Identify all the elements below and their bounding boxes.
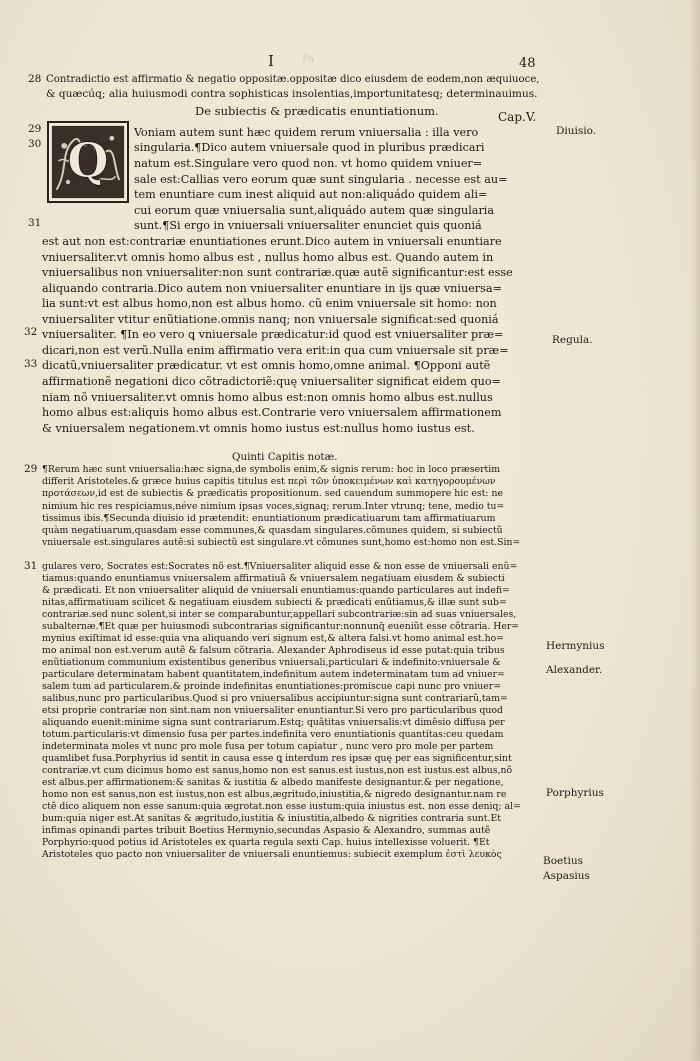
main-text-line: aliquando contraria.Dico autem non vniuersaliter enuntiare in ijs quæ vniuersa= <box>42 282 502 295</box>
note-line: ctẽ dico aliquem non esse sanum:quia ægrotat.non esse iustum:quia iniustus est. non esse deniq; al= <box>42 801 521 812</box>
page-edge-shadow <box>690 0 700 1061</box>
margin-note-porphyrius: Porphyrius <box>546 787 604 799</box>
line-number: 33 <box>24 358 38 370</box>
note-line: particulare determinatam habent quantitatem,indefinitum autem indeterminatam tum ad vniuer= <box>42 669 505 680</box>
line-number: 28 <box>28 73 42 85</box>
note-line: ¶Rerum hæc sunt vniuersalia:hæc signa,de symbolis enim,& signis rerum: hoc in loco præsertim <box>42 464 501 475</box>
main-text-line: est aut non est:contrariæ enuntiationes erunt.Dico autem in vniuersali enuntiare <box>42 235 502 248</box>
main-text-line: vniuersaliter.vt omnis homo albus est , nullus homo albus est. Quando autem in <box>42 251 494 264</box>
note-line: quàm negatiuarum,quasdam esse communes,& quasdam singulares.cõmunes quidem, si subiectũ <box>42 525 503 536</box>
note-line: tissimus ibis.¶Secunda diuisio id prætendit: enuntiationum prædicatiuarum tam affirmatiuarum <box>42 513 496 524</box>
main-text-line: singularia.¶Dico autem vniuersale quod in pluribus prædicari <box>134 141 485 154</box>
note-line: mo animal non est.verum autẽ & falsum cõtraria. Alexander Aphrodiseus id esse putat:quia tribus <box>42 645 505 656</box>
main-text-line: homo albus est:aliquis homo albus est.Contrarie vero vniuersalem affirmationem <box>42 406 502 419</box>
note-line: enũtiationum communium existentibus generibus vniuersali,particulari & indefinito:vniuersale & <box>42 657 501 668</box>
note-line: & prædicati. Et non vniuersaliter aliquid de vniuersali enuntiamus:quando particulares aut indefi= <box>42 585 510 596</box>
margin-note-regula: Regula. <box>552 334 593 346</box>
main-text-line: lia sunt:vt est albus homo,non est albus homo. cũ enim vniuersale sit homo: non <box>42 297 497 310</box>
main-text-line: natum est.Singulare vero quod non. vt homo quidem vniuer= <box>134 157 483 170</box>
line-number: 31 <box>24 560 38 572</box>
main-text-line: dicari,non est verũ.Nulla enim affirmatio vera erit:in qua cum vniuersale sit præ= <box>42 344 509 357</box>
line-number: 30 <box>28 138 42 150</box>
decorated-initial-q <box>47 121 129 203</box>
main-text-line: affirmationẽ negationi dico cõtradictoriẽ:quę vniuersaliter significat eidem quo= <box>42 375 501 388</box>
note-line: subalternæ.¶Et quæ per huiusmodi subcontrarias significantur:nonnunq̃ eueniũt esse cõtraria. Her= <box>42 621 520 632</box>
note-line: indeterminata moles vt nunc pro mole fusa per totum capiatur , nunc vero pro mole per partem <box>42 741 494 752</box>
note-line: aliquando euenit:minime signa sunt contrariarum.Estq; quãtitas vniuersalis:vt dimẽsio diffusa per <box>42 717 505 728</box>
note-line: salibus,nunc pro particularibus.Quod si pro vniuersalibus accipiuntur:signa sunt contrariarũ,tam= <box>42 693 508 704</box>
note-line: nimium hic res respiciamus,néve nimium ipsas voces,signaq; rerum.Inter vtrunq; tene, medio tu= <box>42 501 505 512</box>
main-text-line: niam nõ vniuersaliter.vt omnis homo albus est:non omnis homo albus est.nullus <box>42 391 493 404</box>
main-text-line: cui eorum quæ vniuersalia sunt,aliquádo autem quæ singularia <box>134 204 495 217</box>
line-number: 31 <box>28 217 42 229</box>
note-line: Aristoteles quo pacto non vniuersaliter de vniuersali enuntiemus: subiecit exemplum ἐστὶ λευκὸς <box>42 849 502 860</box>
opening-line: Contradictio est affirmatio & negatio oppositæ.oppositæ dico eiusdem de eodem,non æquiuoce, <box>46 73 540 85</box>
margin-note-alexander: Alexander. <box>546 664 603 676</box>
main-text-line: vniuersaliter vtitur enũtiatione.omnis nanq; non vniuersale significat:sed quoniá <box>42 313 499 326</box>
note-line: totum.particularis:vt dimensio fusa per partes.indefinita vero enuntiationis quantitas:ceu quedam <box>42 729 504 740</box>
note-line: contrariæ.sed nunc solent,si inter se comparabuntur,appellari subcontrariæ:sin ad suas vniuersales, <box>42 609 517 620</box>
line-number: 32 <box>24 326 38 338</box>
note-line: προτάσεων,id est de subiectis & prædicatis propositionum. sed cauendum summopere hic est: ne <box>42 488 503 499</box>
note-line: etsi proprie contrariæ non sint.nam non vniuersaliter enuntiantur.Si vero pro particularibus quod <box>42 705 503 716</box>
main-text-line: vniuersalibus non vniuersaliter:non sunt contrariæ.quæ autẽ significantur:est esse <box>42 266 513 279</box>
note-line: homo non est sanus,non est iustus,non est albus,ægritudo,iniustitia,& nigredo designantur.nam re <box>42 789 507 800</box>
notes-heading: Quinti Capitis notæ. <box>232 451 338 463</box>
note-line: nitas,affirmatiuam scilicet & negatiuam eiusdem subiecti & prædicati enũtiamus,& illæ sunt sub= <box>42 597 507 608</box>
main-text-line: vniuersaliter. ¶In eo vero ꝗ vniuersale prædicatur:id quod est vniuersaliter præ= <box>42 328 504 341</box>
note-line: quamlibet fusa.Porphyrius id sentit in causa esse ꝗ interdum res ipsæ quę per eas significentur,sint <box>42 753 512 764</box>
note-line: vniuersale est.singulares autẽ:si subiectũ est singulare.vt cõmunes sunt,homo est:homo non est.Sin= <box>42 537 521 548</box>
folio-number: 48 <box>519 56 536 71</box>
note-line: Porphyrio:quod potius id Aristoteles ex quarta regula sexti Cap. huius intellexisse voluerit. ¶Et <box>42 837 490 848</box>
main-text-line: dicatũ,vniuersaliter prædicatur. vt est omnis homo,omne animal. ¶Opponi autẽ <box>42 359 491 372</box>
main-text-line: & vniuersalem negationem.vt omnis homo iustus est:nullus homo iustus est. <box>42 422 475 435</box>
chapter-label: Cap.V. <box>498 110 537 124</box>
note-line: mynius exiſtimat id esse:quia vna aliquando veri signum est,& altera falsi.vt homo animal est.ho= <box>42 633 504 644</box>
initial-letter: Q <box>67 133 109 190</box>
note-line: tiamus:quando enuntiamus vniuersalem affirmatiuã & vniuersalem negatiuam eiusdem & subiecti <box>42 573 505 584</box>
margin-note-aspasius: Aspasius <box>543 870 590 882</box>
ornament-icon <box>49 123 127 201</box>
main-text-line: Voniam autem sunt hæc quidem rerum vniuersalia : illa vero <box>134 126 479 139</box>
margin-note-diuisio: Diuisio. <box>556 125 597 137</box>
note-line: est albus.per affirmationem:& sanitas & iustitia & albedo manifeste designantur.& per negatione, <box>42 777 504 788</box>
note-line: salem tum ad particularem.& proinde indefinitas enuntiationes:promiscue capi nunc pro vniuer= <box>42 681 502 692</box>
note-line: infimas opinandi partes tribuit Boetius Hermynio,secundas Aspasio & Alexandro, summas autẽ <box>42 825 491 836</box>
line-number: 29 <box>24 463 38 475</box>
section-heading: De subiectis & prædicatis enuntiationum. <box>195 104 439 118</box>
opening-line: & quæcúq; alia huiusmodi contra sophisticas insolentias,importunitatesq; determinauimus. <box>46 88 538 100</box>
note-line: differit Aristoteles.& græce huius capitis titulus est περὶ τῶν ὑποκειμένων καὶ κατηγορουμένων <box>42 476 496 487</box>
line-number: 29 <box>28 123 42 135</box>
main-text-line: sunt.¶Si ergo in vniuersali vniuersaliter enunciet quis quoniá <box>134 219 482 232</box>
margin-note-hermynius: Hermynius <box>546 640 605 652</box>
show-through-text: Pa <box>302 54 315 65</box>
note-line: bum:quia niger est.At sanitas & ægritudo,iustitia & iniustitia,albedo & nigrities contraria sunt.Et <box>42 813 502 824</box>
main-text-line: sale est:Callias vero eorum quæ sunt singularia . necesse est au= <box>134 173 508 186</box>
note-line: contrariæ.vt cum dicimus homo est sanus,homo non est sanus.est iustus,non est iustus.est albus,nõ <box>42 765 513 776</box>
page-header-roman: I <box>268 52 274 70</box>
main-text-line: tem enuntiare cum inest aliquid aut non:aliquádo quidem ali= <box>134 188 488 201</box>
note-line: gulares vero, Socrates est:Socrates nõ est.¶Vniuersaliter aliquid esse & non esse de vniuersali enũ= <box>42 561 518 572</box>
margin-note-boetius: Boetius <box>543 855 583 867</box>
